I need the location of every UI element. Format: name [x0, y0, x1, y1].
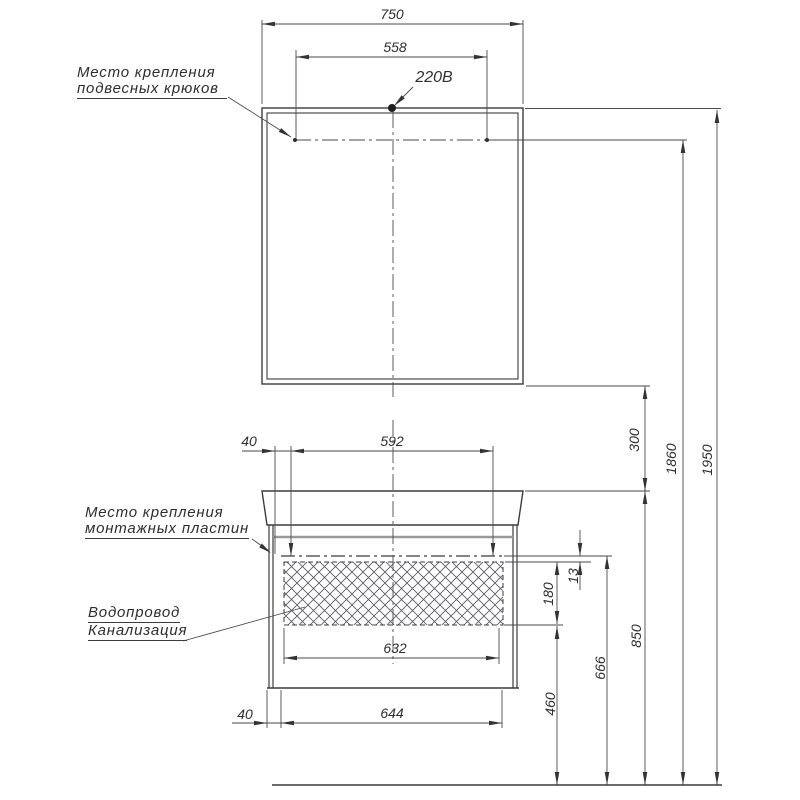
dim-plates-mount-height: 666 [591, 656, 608, 680]
annotation-mounting-plates [85, 505, 249, 539]
dim-bottom-left-offset: 40 [237, 706, 253, 722]
dim-utility-zone-width: 632 [383, 640, 407, 656]
dim-bottom-width: 644 [380, 705, 404, 721]
dim-plate-to-zone-gap: 13 [564, 568, 581, 584]
dim-plate-left-offset: 40 [241, 433, 257, 449]
annotation-mounting-plates-line1: Место крепления [85, 504, 224, 521]
dim-plates-spacing: 592 [380, 433, 404, 449]
annotation-hanging-hooks-line1: Место крепления [77, 64, 216, 81]
utility-zone-hatch [284, 562, 503, 625]
annotation-utilities-line2: Канализация [88, 622, 188, 639]
annotation-hanging-hooks [77, 65, 227, 99]
leader-lines [183, 87, 413, 641]
power-outlet-label: 220В [415, 69, 453, 86]
dim-mirror-width: 750 [380, 6, 404, 22]
dim-zone-bottom-height: 460 [541, 692, 558, 716]
dim-overall-height: 1950 [698, 444, 715, 476]
sink-outline [262, 491, 523, 525]
annotation-utilities-line1: Водопровод [88, 604, 181, 621]
dim-utility-zone-height: 180 [539, 582, 556, 606]
dim-hooks-height: 1860 [662, 443, 679, 475]
dim-worktop-height: 850 [627, 624, 644, 648]
annotation-mounting-plates-line2: монтажных пластин [85, 520, 250, 537]
annotation-utilities [88, 605, 187, 641]
annotation-hanging-hooks-line2: подвесных крюков [77, 81, 227, 99]
mirror-outline [262, 108, 523, 384]
dim-hooks-spacing: 558 [383, 39, 407, 55]
dim-mirror-to-cabinet-gap: 300 [625, 428, 642, 452]
dimension-lines [232, 24, 717, 785]
